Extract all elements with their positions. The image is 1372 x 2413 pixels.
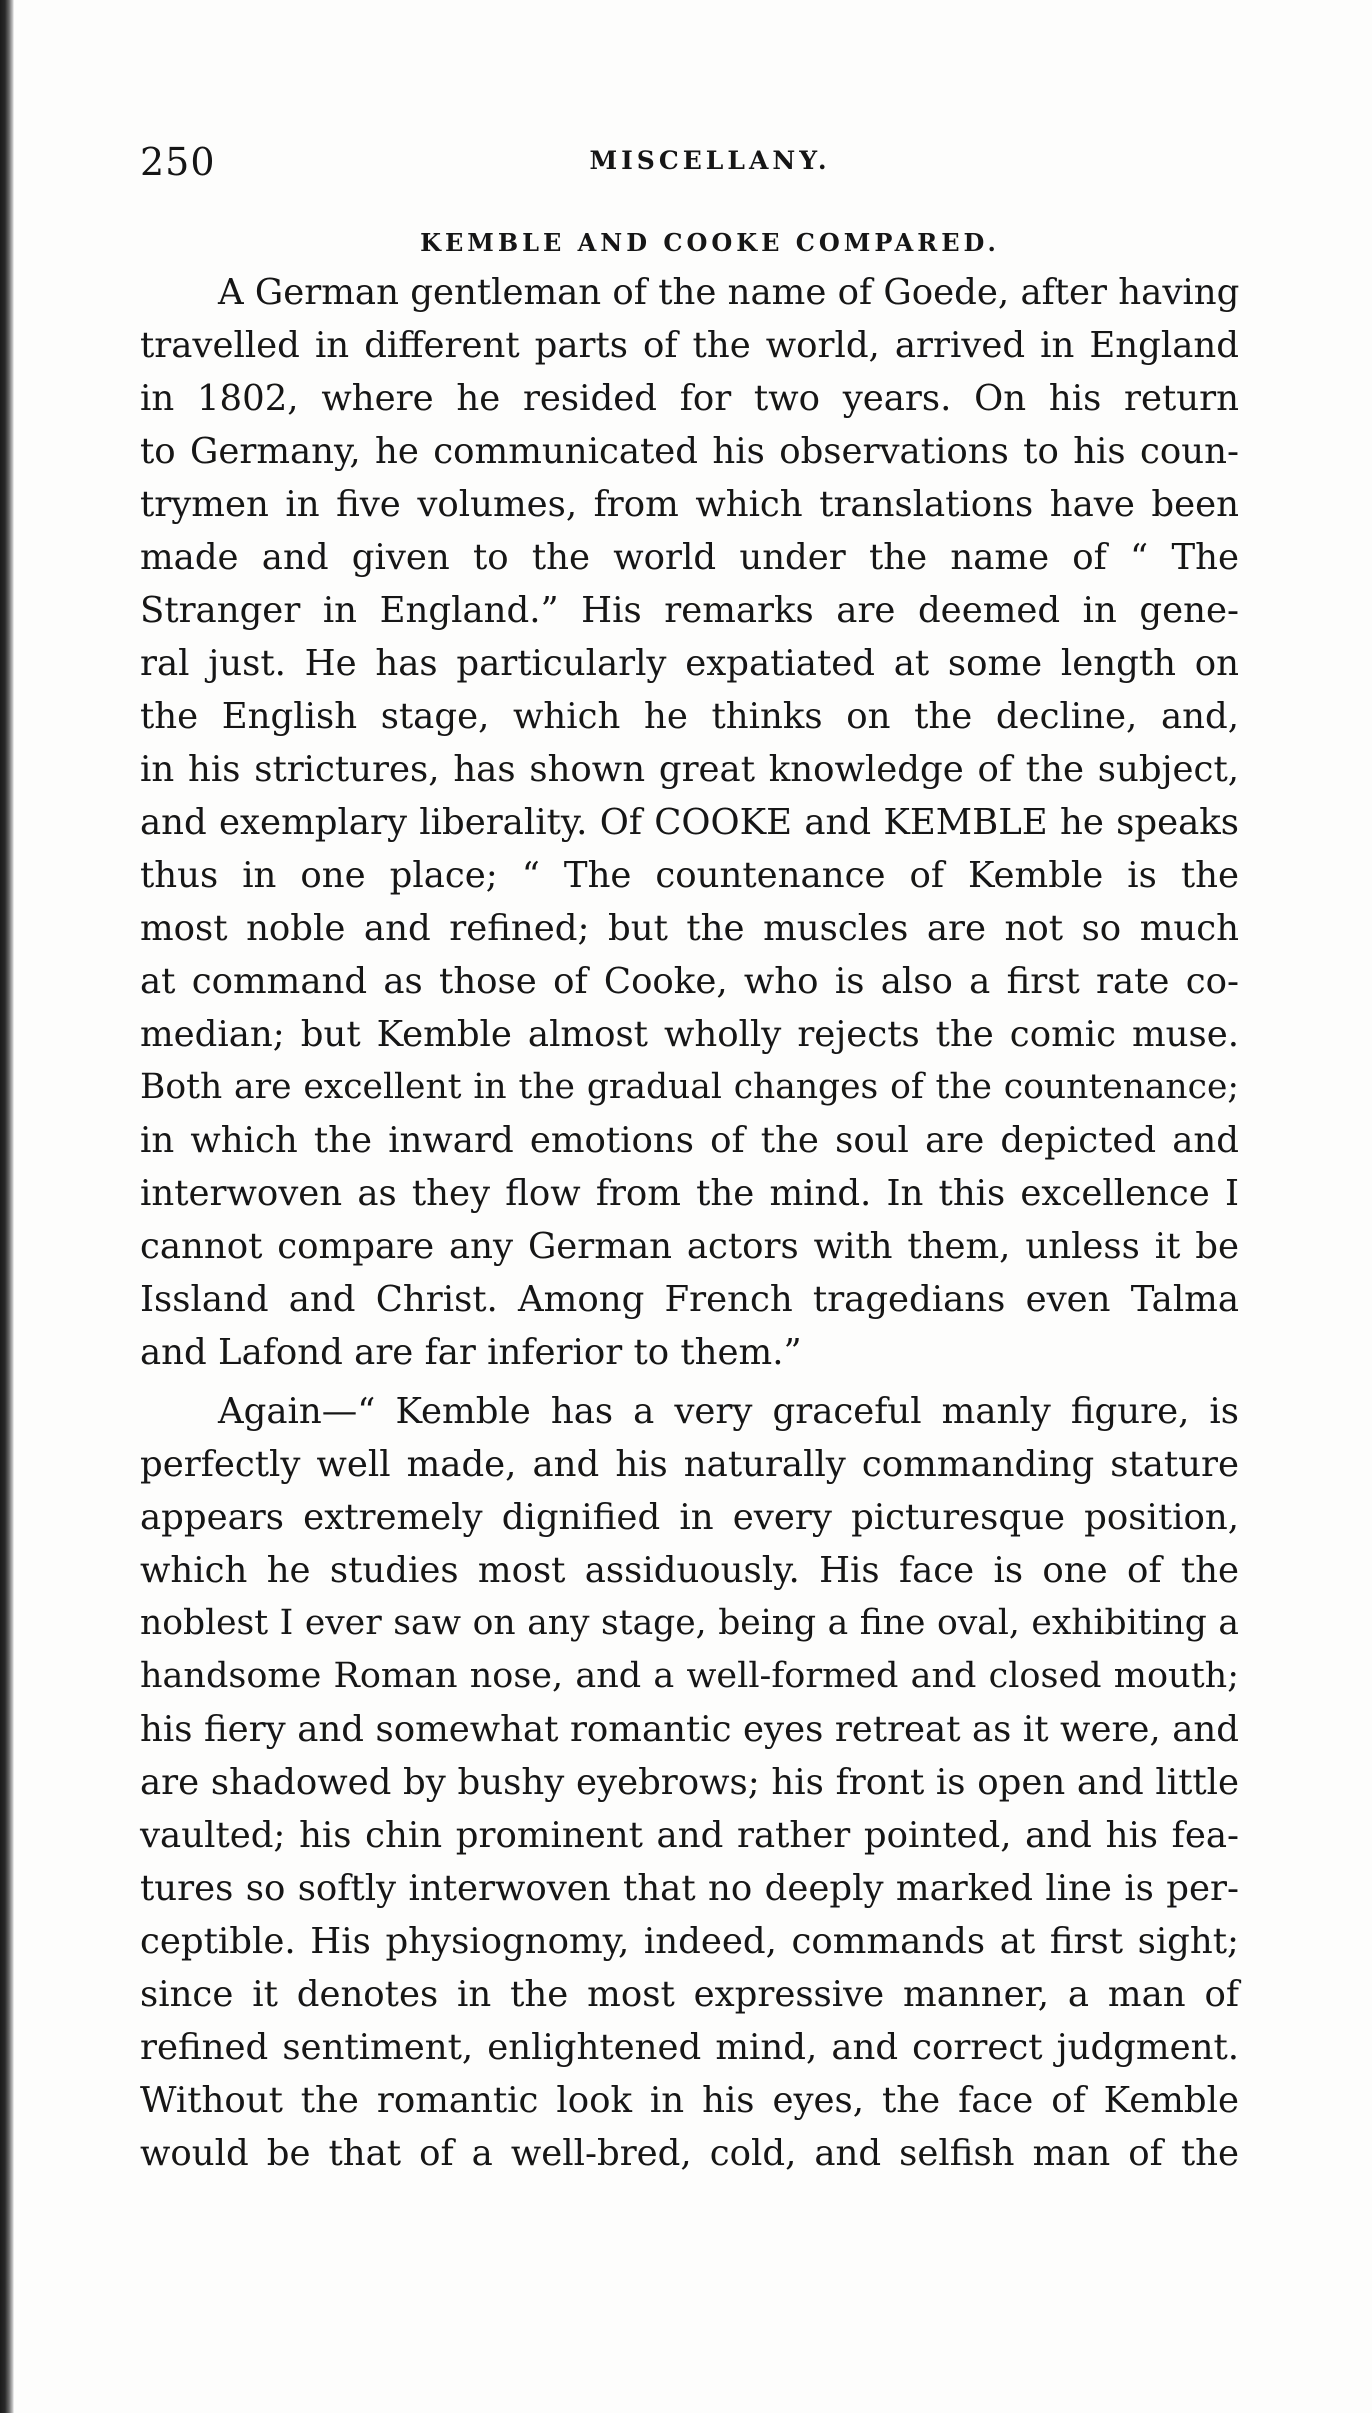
text-line: Stranger in England.” His remarks are deemed in gene-	[140, 590, 1239, 631]
text-line: to Germany, he communicated his observations to his coun-	[140, 431, 1239, 472]
article-body	[140, 266, 1239, 2180]
page-number: 250	[140, 140, 216, 184]
text-line: Issland and Christ. Among French tragedians even Talma	[140, 1279, 1239, 1320]
text-line: ceptible. His physiognomy, indeed, commands at first sight;	[140, 1921, 1239, 1962]
text-line: made and given to the world under the name of “ The	[140, 537, 1239, 578]
text-line: tures so softly interwoven that no deeply marked line is per-	[140, 1868, 1239, 1909]
page-header	[140, 140, 1280, 200]
text-line: interwoven as they flow from the mind. In this excellence I	[140, 1173, 1239, 1214]
text-line: his fiery and somewhat romantic eyes retreat as it were, and	[140, 1709, 1239, 1750]
text-line: and exemplary liberality. Of COOKE and KEMBLE he speaks	[140, 802, 1239, 843]
paragraph-2	[140, 1385, 1239, 2180]
text-line: cannot compare any German actors with them, unless it be	[140, 1226, 1239, 1267]
text-line: are shadowed by bushy eyebrows; his front is open and little	[140, 1762, 1239, 1803]
text-line: trymen in five volumes, from which translations have been	[140, 484, 1239, 525]
page-binding-edge	[0, 0, 14, 2413]
text-line: would be that of a well-bred, cold, and selfish man of the	[140, 2133, 1239, 2174]
text-line: travelled in different parts of the world, arrived in England	[140, 325, 1239, 366]
text-line: the English stage, which he thinks on the decline, and,	[140, 696, 1239, 737]
text-line: refined sentiment, enlightened mind, and correct judgment.	[140, 2027, 1239, 2068]
article-title: KEMBLE AND COOKE COMPARED.	[420, 228, 1000, 257]
text-line: vaulted; his chin prominent and rather pointed, and his fea-	[140, 1815, 1239, 1856]
text-line: handsome Roman nose, and a well-formed and closed mouth;	[140, 1656, 1239, 1696]
text-line: Again—“ Kemble has a very graceful manly figure, is	[218, 1391, 1239, 1432]
text-line: which he studies most assiduously. His face is one of the	[140, 1550, 1239, 1591]
text-line: Without the romantic look in his eyes, the face of Kemble	[140, 2080, 1239, 2121]
text-line: and Lafond are far inferior to them.”	[140, 1332, 802, 1373]
text-line: in which the inward emotions of the soul are depicted and	[140, 1120, 1239, 1161]
text-line: perfectly well made, and his naturally commanding stature	[140, 1444, 1239, 1485]
text-line: in his strictures, has shown great knowledge of the subject,	[140, 749, 1239, 790]
text-line: Both are excellent in the gradual changes of the countenance;	[140, 1067, 1239, 1107]
running-head: MISCELLANY.	[589, 146, 831, 175]
text-line: most noble and refined; but the muscles are not so much	[140, 908, 1239, 949]
text-line: in 1802, where he resided for two years. On his return	[140, 378, 1239, 419]
text-line: ral just. He has particularly expatiated at some length on	[140, 643, 1239, 684]
text-line: at command as those of Cooke, who is also a first rate co-	[140, 961, 1239, 1002]
text-line: noblest I ever saw on any stage, being a fine oval, exhibiting a	[140, 1603, 1239, 1643]
text-line: appears extremely dignified in every picturesque position,	[140, 1497, 1239, 1538]
paragraph-1	[140, 266, 1239, 1379]
text-line: A German gentleman of the name of Goede, after having	[218, 272, 1240, 313]
text-line: thus in one place; “ The countenance of Kemble is the	[140, 855, 1239, 896]
text-line: since it denotes in the most expressive manner, a man of	[140, 1974, 1239, 2015]
text-line: median; but Kemble almost wholly rejects the comic muse.	[140, 1014, 1239, 1055]
